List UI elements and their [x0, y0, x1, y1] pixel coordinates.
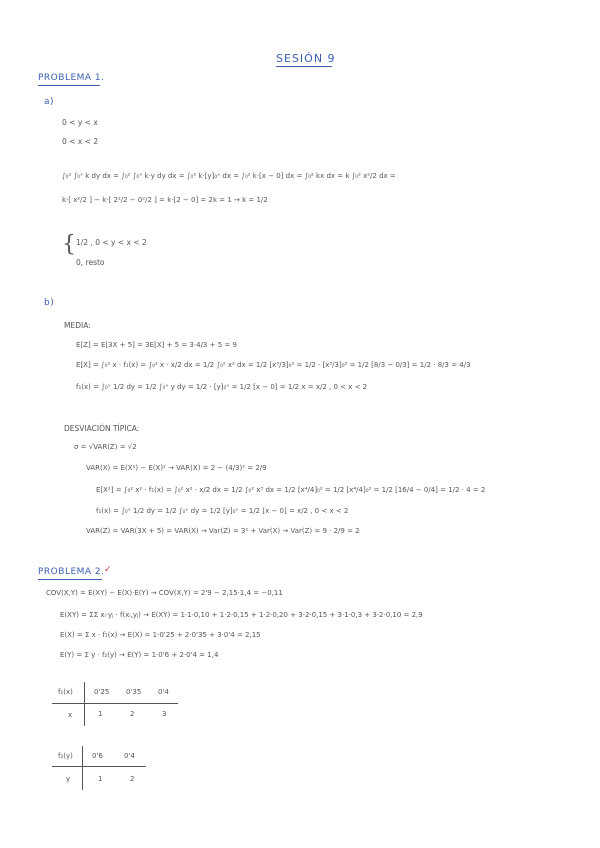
- title-underline: [276, 66, 332, 67]
- problem-2-heading: PROBLEMA 2.: [38, 567, 105, 577]
- page-title: SESIÓN 9: [276, 52, 336, 65]
- integral-line-1: ∫₀² ∫₀ˣ k dy dx = ∫₀² ∫₀ˣ k·y dy dx = ∫₀² k·[y]₀ˣ dx = ∫₀² k·[x − 0] dx = ∫₀² kx dx = k ∫₀² x²/2 dx =: [62, 172, 396, 180]
- table-1-vline: [84, 682, 85, 726]
- table-1-prob-3: 0'4: [158, 688, 169, 696]
- piecewise-brace: {: [62, 232, 76, 257]
- checkmark-icon: ✓: [104, 565, 113, 575]
- condition-x: 0 < x < 2: [62, 137, 99, 146]
- media-line-3: f₁(x) = ∫₀ˣ 1/2 dy = 1/2 ∫₀ˣ y dy = 1/2 · [y]₀ˣ = 1/2 [x − 0] = 1/2 x = x/2 , 0 < x < 2: [76, 383, 368, 391]
- piecewise-case-1: 1/2 , 0 < y < x < 2: [76, 238, 147, 247]
- table-2-prob-2: 0'4: [124, 752, 135, 760]
- table-1-val-3: 3: [162, 710, 167, 718]
- part-b-label: b): [44, 298, 55, 308]
- table-2-hline: [52, 766, 146, 767]
- table-2-var: y: [66, 775, 71, 783]
- piecewise-case-2: 0, resto: [76, 258, 105, 267]
- table-2-val-1: 1: [98, 775, 103, 783]
- part-a-label: a): [44, 97, 55, 107]
- ey-line: E(Y) = Σ y · f₂(y) → E(Y) = 1·0'6 + 2·0'4 = 1,4: [60, 651, 219, 659]
- problem-1-underline: [38, 85, 100, 86]
- media-line-2: E[X] = ∫₀² x · f₁(x) = ∫₀² x · x/2 dx = 1/2 ∫₀² x² dx = 1/2 [x³/3]₀² = 1/2 · [x³/3]₀² = 1/2 [8/3 − 0/3] = 1/2 · 8/3 = 4/3: [76, 361, 471, 369]
- integral-line-2: k·[ x²/2 ] − k·[ 2²/2 − 0²/2 ] = k·[2 − 0] = 2k = 1 → k = 1/2: [62, 196, 268, 204]
- table-1-val-2: 2: [130, 710, 135, 718]
- table-2-prob-1: 0'6: [92, 752, 103, 760]
- ex-line: E(X) = Σ x · f₁(x) → E(X) = 1·0'25 + 2·0'35 + 3·0'4 = 2,15: [60, 631, 261, 639]
- condition-y: 0 < y < x: [62, 118, 98, 127]
- table-1-val-1: 1: [98, 710, 103, 718]
- desviacion-line-2: VAR(X) = E(X²) − E(X)² → VAR(X) = 2 − (4/3)² = 2/9: [86, 464, 267, 472]
- table-1-var: x: [68, 711, 73, 719]
- media-line-1: E[Z] = E[3X + 5] = 3E[X] + 5 = 3·4/3 + 5 = 9: [76, 341, 237, 349]
- table-2-vline: [82, 746, 83, 790]
- table-1-prob-2: 0'35: [126, 688, 142, 696]
- exy-line: E(XY) = ΣΣ xᵢ·yⱼ · f(xᵢ,yⱼ) → E(XY) = 1·1·0,10 + 1·2·0,15 + 1·2·0,20 + 3·2·0,15 + 3·1·0,3 + 3·2·0,10 = 2,9: [60, 611, 423, 619]
- desviacion-line-4: f₁(x) = ∫₀ˣ 1/2 dy = 1/2 ∫₀ˣ dy = 1/2 [y]₀ˣ = 1/2 [x − 0] = x/2 , 0 < x < 2: [96, 507, 349, 515]
- desviacion-line-5: VAR(Z) = VAR(3X + 5) = VAR(X) → Var(Z) = 3² + Var(X) → Var(Z) = 9 · 2/9 = 2: [86, 527, 360, 535]
- media-label: MEDIA:: [64, 321, 91, 330]
- table-2-val-2: 2: [130, 775, 135, 783]
- table-1-hline: [52, 703, 178, 704]
- table-2-head: f₂(y): [58, 752, 73, 760]
- problem-1-heading: PROBLEMA 1.: [38, 73, 105, 83]
- problem-2-underline: [38, 579, 102, 580]
- table-1-prob-1: 0'25: [94, 688, 110, 696]
- desviacion-line-1: σ = √VAR(Z) = √2: [74, 443, 137, 451]
- desviacion-line-3: E[X²] = ∫₀² x² · f₁(x) = ∫₀² x² · x/2 dx = 1/2 ∫₀² x³ dx = 1/2 [x⁴/4]₀² = 1/2 [x⁴/4]₀² = 1/2 [16/4 − 0/4] = 1/2 · 4 = 2: [96, 486, 486, 494]
- cov-line: COV(X,Y) = E(XY) − E(X)·E(Y) → COV(X,Y) = 2'9 − 2,15·1,4 = −0,11: [46, 589, 283, 597]
- table-1-head: f₁(x): [58, 688, 73, 696]
- desviacion-label: DESVIACIÓN TÍPICA:: [64, 424, 140, 433]
